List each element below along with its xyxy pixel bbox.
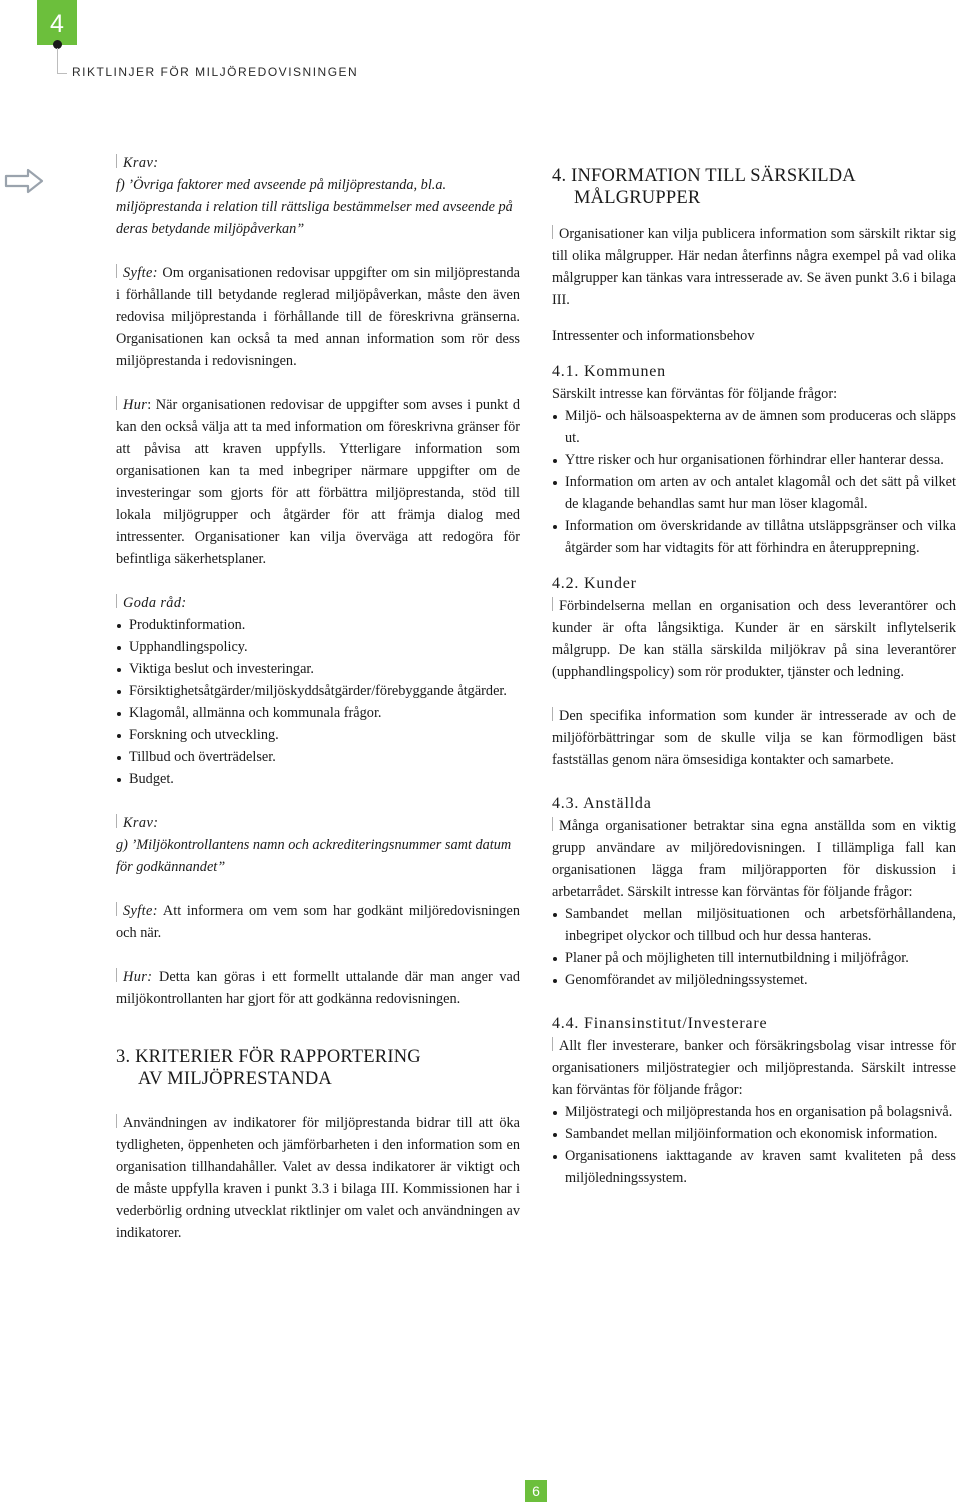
margin-bar xyxy=(116,154,117,168)
margin-bar xyxy=(116,1114,117,1128)
krav-text-1: f) ’Övriga faktorer med avseende på miljöprestanda, bl.a. miljöprestanda i relation till rättsliga bestämmelser med avseende på deras betydande miljöpåverkan” xyxy=(116,177,513,237)
margin-bar xyxy=(116,264,117,278)
hur-label: Hur: xyxy=(123,969,153,985)
section-4-heading xyxy=(552,165,956,209)
margin-bar xyxy=(116,814,117,828)
section-4-intro xyxy=(552,223,956,311)
margin-bar xyxy=(116,902,117,916)
syfte-text: Om organisationen redovisar uppgifter om sin miljöprestanda i förhållande till betydande reglerad miljöpåverkan, måste den även redovisa miljöprestanda i förhållande till de föreskrivna gränserna. Organisationen kan också ta med annan information som rör dess miljöprestanda i redovisningen. xyxy=(116,265,520,369)
subsection-4-1-intro: Särskilt intresse kan förväntas för följande frågor: xyxy=(552,386,838,402)
goda-rad-heading xyxy=(116,592,520,614)
subsection-4-4-text: Allt fler investerare, banker och försäkringsbolag visar intresse för organisationers miljöstrategier och miljöprestanda. Särskilt intresse kan förväntas för följande frågor: xyxy=(552,1038,956,1098)
list-item: Viktiga beslut och investeringar. xyxy=(116,658,520,680)
goda-rad-label: Goda råd: xyxy=(123,595,187,611)
subsection-4-1-title: 4.1. Kommunen xyxy=(552,363,666,380)
krav-text-2: g) ’Miljökontrollantens namn och ackrediteringsnummer samt datum för godkännandet” xyxy=(116,837,512,875)
subsection-4-2-title: 4.2. Kunder xyxy=(552,575,637,592)
margin-bar xyxy=(552,1037,553,1051)
list-item: Yttre risker och hur organisationen förhindrar eller hanterar dessa. xyxy=(552,449,956,471)
syfte-block-1 xyxy=(116,262,520,372)
syfte-label: Syfte: xyxy=(123,903,158,919)
section-4-heading-line-1: 4. INFORMATION TILL SÄRSKILDA xyxy=(552,166,856,186)
running-title: RIKTLINJER FÖR MILJÖREDOVISNINGEN xyxy=(72,65,359,79)
syfte-text: Att informera om vem som har godkänt miljöredovisningen och när. xyxy=(116,903,520,941)
margin-bar xyxy=(116,396,117,410)
chapter-number-badge xyxy=(37,0,77,45)
subsection-4-4-title: 4.4. Finansinstitut/Investerare xyxy=(552,1015,768,1032)
margin-bar xyxy=(552,597,553,611)
list-item: Klagomål, allmänna och kommunala frågor. xyxy=(116,702,520,724)
goda-rad-list xyxy=(116,614,520,790)
subsection-4-2-text-1: Förbindelserna mellan en organisation och dess leverantörer och kunder är ofta långsiktiga. Kunder är en särskilt inflytelserik målgrupp. De kan ställa särskilda miljökrav på sina leverantörer (upphandlingspolicy) som rör produkter, tjänster och ledning. xyxy=(552,598,956,680)
list-item: Information om överskridande av tillåtna utsläppsgränser och vilka åtgärder som har vidtagits för att förhindra en återupprepning. xyxy=(552,515,956,559)
header-horizontal-line xyxy=(57,73,67,74)
page-number: 6 xyxy=(525,1480,547,1502)
krav-block-2 xyxy=(116,812,520,834)
subsection-4-3-text: Många organisationer betraktar sina egna anställda som en viktig grupp användare av miljöredovisningen. I tillämpliga fall kan organisationen lägga fram miljörapporten för diskussion i arbetarrådet. Särskilt intresse kan förväntas för följande frågor: xyxy=(552,818,956,900)
krav-block-1 xyxy=(116,152,520,174)
left-column xyxy=(116,152,520,1244)
subsection-4-2-text-2: Den specifika information som kunder är intresserade av och de miljöförbättringar som de skulle vilja se kan förmodligen bäst fastställas genom nära ömsesidiga kontakter och samarbete. xyxy=(552,708,956,768)
list-item: Organisationens iakttagande av kraven samt kvaliteten på dess miljöledningssystem. xyxy=(552,1145,956,1189)
subsection-4-4-para xyxy=(552,1035,956,1101)
subsection-4-2-para-2 xyxy=(552,705,956,771)
list-item: Planer på och möjligheten till internutbildning i miljöfrågor. xyxy=(552,947,956,969)
list-item: Upphandlingspolicy. xyxy=(116,636,520,658)
hur-text: Detta kan göras i ett formellt uttalande där man anger vad miljökontrollanten har gjort för att godkänna redovisningen. xyxy=(116,969,520,1007)
krav-label: Krav: xyxy=(123,155,159,171)
subsection-4-1-list xyxy=(552,405,956,559)
section-3-heading-line-1: 3. KRITERIER FÖR RAPPORTERING xyxy=(116,1047,421,1067)
header-vertical-line xyxy=(57,48,58,73)
right-arrow-icon xyxy=(4,167,44,195)
syfte-block-2 xyxy=(116,900,520,944)
krav-label: Krav: xyxy=(123,815,159,831)
subsection-4-3-list xyxy=(552,903,956,991)
right-column xyxy=(552,165,956,1189)
list-item: Forskning och utveckling. xyxy=(116,724,520,746)
hur-label: Hur xyxy=(123,397,148,413)
list-item: Budget. xyxy=(116,768,520,790)
subsection-4-3-para xyxy=(552,815,956,903)
list-item: Sambandet mellan miljöinformation och ekonomisk information. xyxy=(552,1123,956,1145)
subsection-4-3-title: 4.3. Anställda xyxy=(552,795,652,812)
hur-block-1 xyxy=(116,394,520,570)
hur-text: : När organisationen redovisar de uppgifter som avses i punkt d kan den också välja att ta med information om föreskrivna gränser för att påvisa att kraven uppfylls. Ytterligare information som organisationen kan ta med inbegriper närmare uppgifter om de investeringar som gjorts för att förbättra miljöprestanda, stöd till lokala miljögrupper och åtgärder för att främja dialog med intressenter. Organisationer kan vilja överväga att redogöra för befintliga säkerhetsplaner. xyxy=(116,397,520,567)
list-item: Tillbud och överträdelser. xyxy=(116,746,520,768)
list-item: Försiktighetsåtgärder/miljöskyddsåtgärder/förebyggande åtgärder. xyxy=(116,680,520,702)
subsection-4-4-list xyxy=(552,1101,956,1189)
chapter-number: 4 xyxy=(50,10,64,38)
hur-block-2 xyxy=(116,966,520,1010)
subsection-4-2-para-1 xyxy=(552,595,956,683)
list-item: Genomförandet av miljöledningssystemet. xyxy=(552,969,956,991)
section-3-body: Användningen av indikatorer för miljöprestanda bidrar till att öka tydligheten, öppenheten och jämförbarheten i den information som en organisation tillhandahåller. Valet av dessa indikatorer är viktigt och de måste uppfylla kraven i punkt 3.3 i bilaga III. Kommissionen har i vederbörlig ordning utvecklat riktlinjer om valet och användningen av indikatorer. xyxy=(116,1115,520,1241)
list-item: Miljö- och hälsoaspekterna av de ämnen som produceras och släpps ut. xyxy=(552,405,956,449)
list-item: Information om arten av och antalet klagomål och det sätt på vilket de klagande behandlas samt hur man löser klagomål. xyxy=(552,471,956,515)
interests-line: Intressenter och informationsbehov xyxy=(552,328,755,344)
syfte-label: Syfte: xyxy=(123,265,158,281)
section-4-heading-line-2: MÅLGRUPPER xyxy=(574,188,701,208)
section-4-intro-text: Organisationer kan vilja publicera information som särskilt riktar sig till olika målgrupper. Här nedan återfinns några exempel på vad olika målgrupper kan tänkas vara intresserade av. Se även punkt 3.6 i bilaga III. xyxy=(552,226,956,308)
margin-bar xyxy=(552,817,553,831)
list-item: Produktinformation. xyxy=(116,614,520,636)
margin-bar xyxy=(116,968,117,982)
list-item: Miljöstrategi och miljöprestanda hos en organisation på bolagsnivå. xyxy=(552,1101,956,1123)
margin-bar xyxy=(116,594,117,608)
section-3-heading-line-2: AV MILJÖPRESTANDA xyxy=(138,1069,332,1089)
section-3-heading xyxy=(116,1046,520,1090)
margin-bar xyxy=(552,225,553,239)
margin-bar xyxy=(552,707,553,721)
section-3-text xyxy=(116,1112,520,1244)
list-item: Sambandet mellan miljösituationen och arbetsförhållandena, inbegripet olyckor och tillbud och hur dessa hanteras. xyxy=(552,903,956,947)
